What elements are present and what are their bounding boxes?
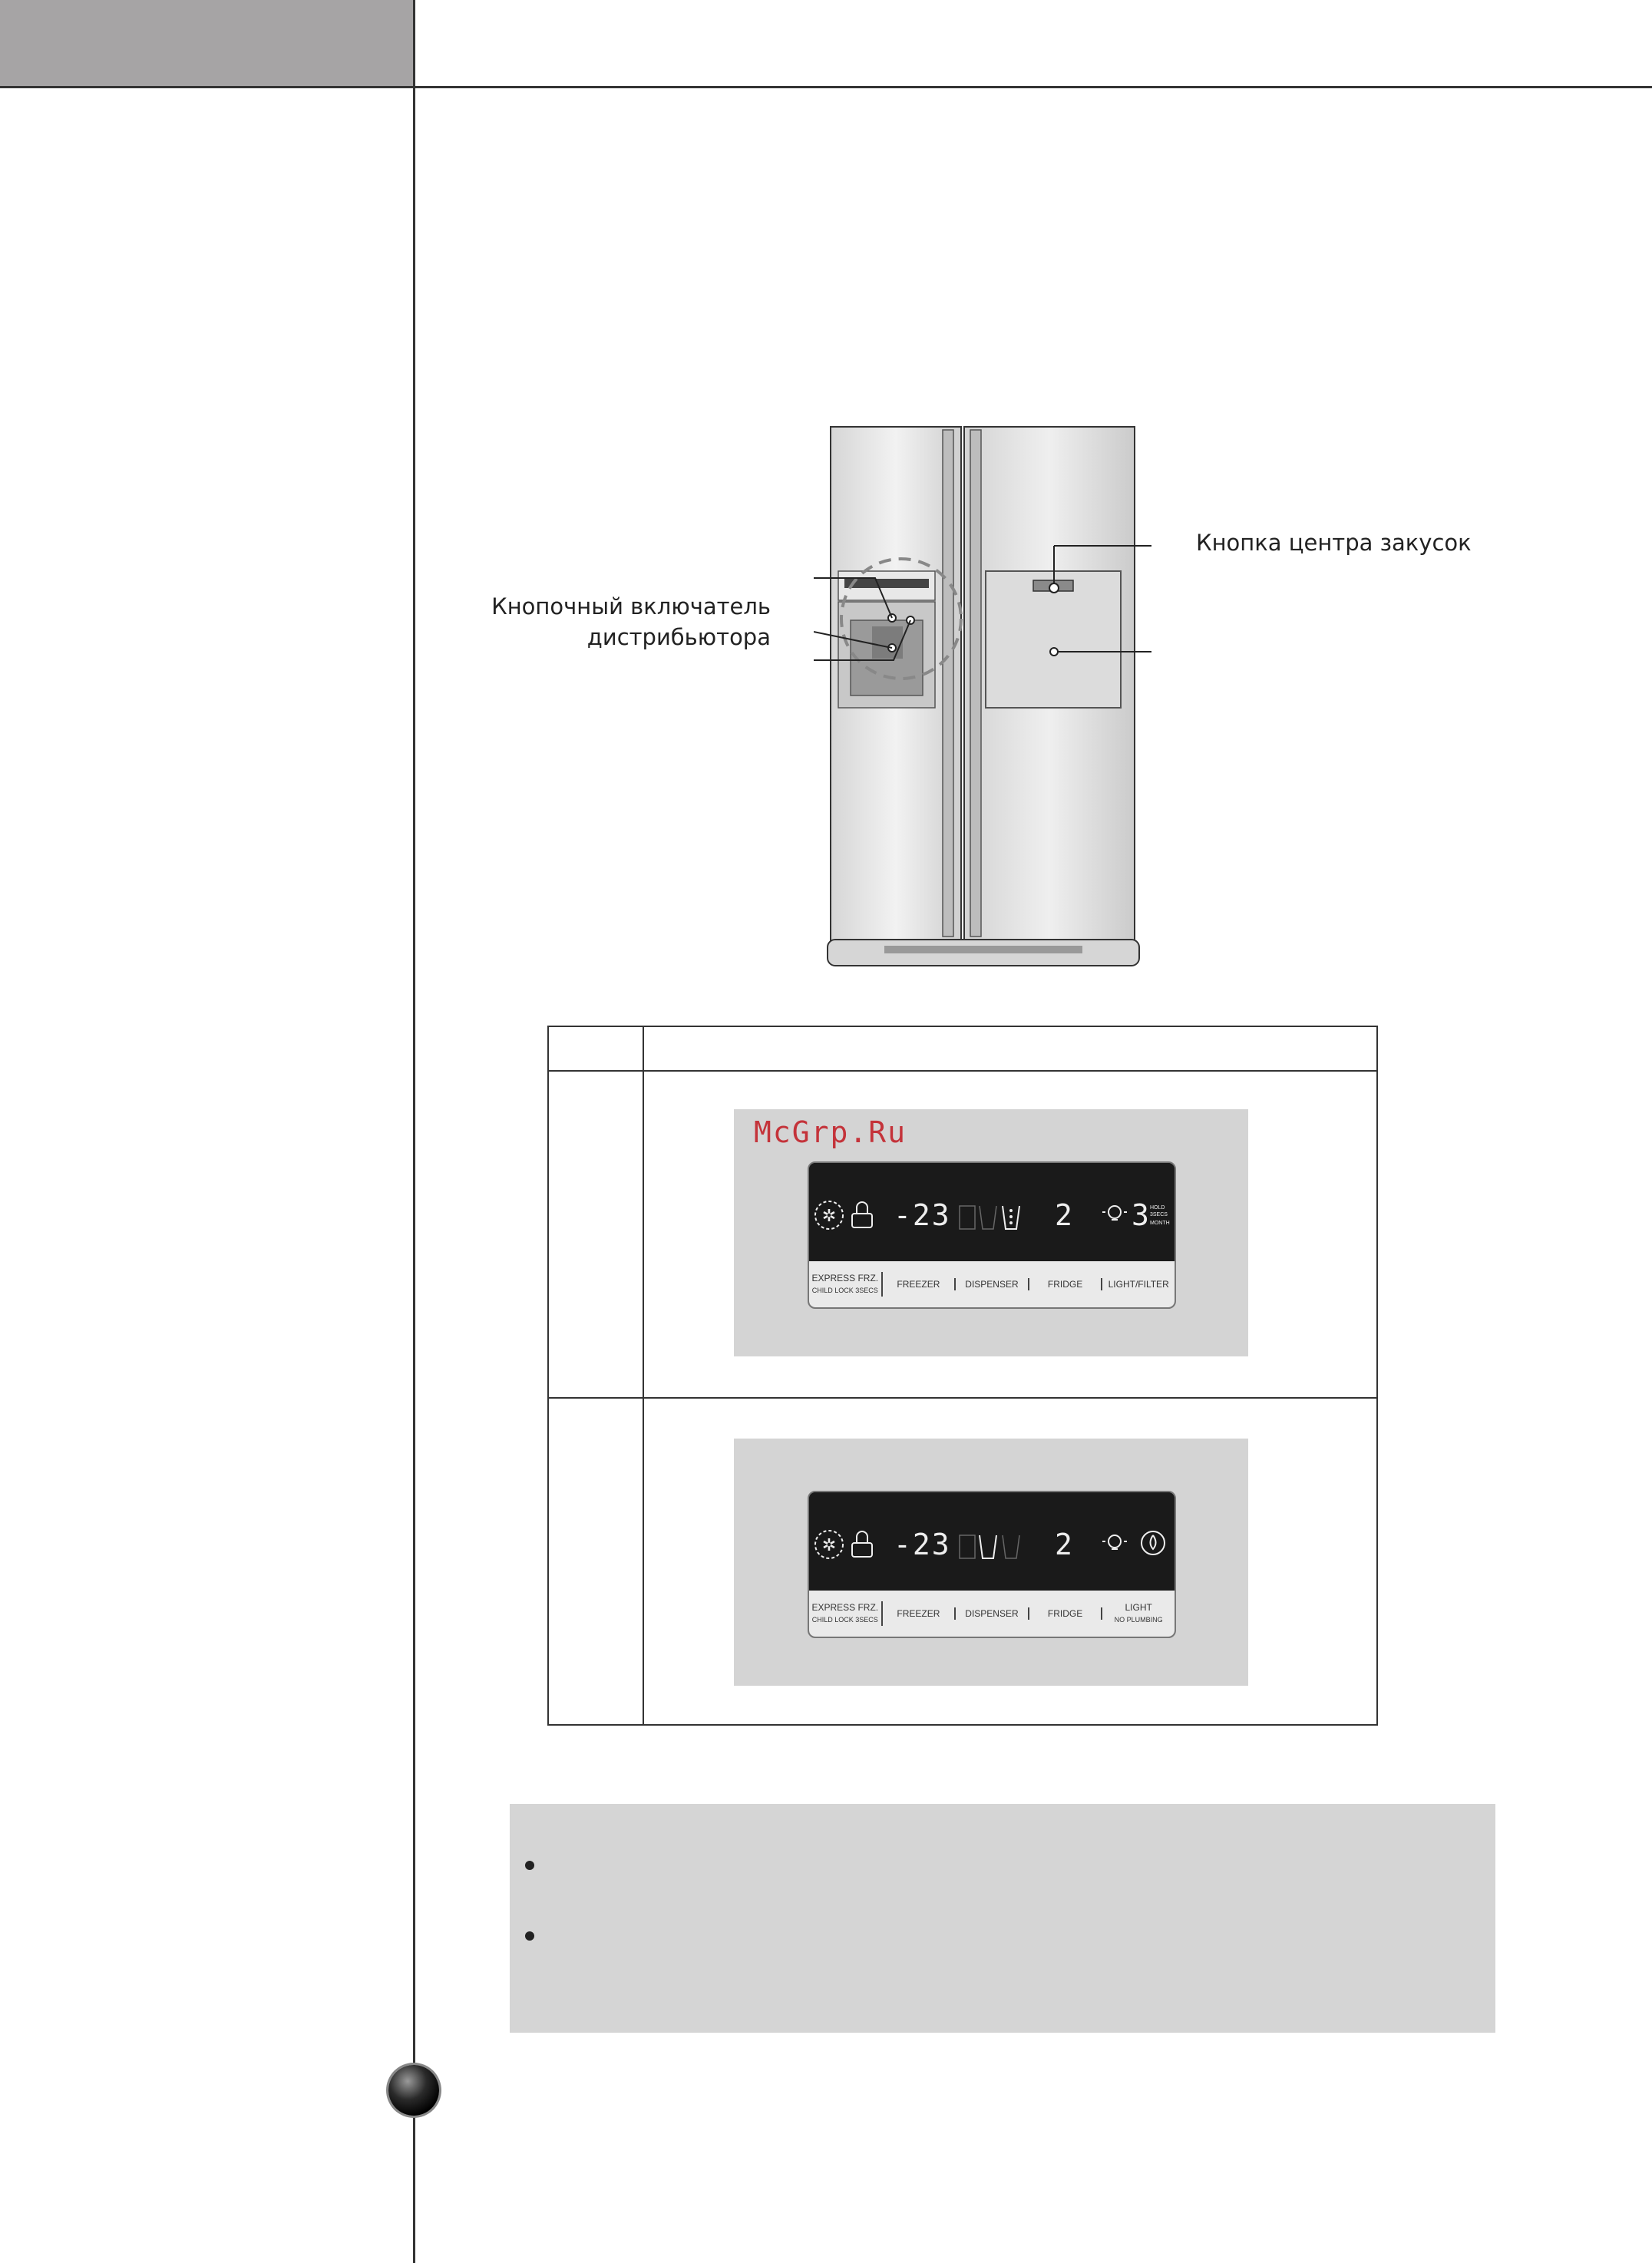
header-tab bbox=[0, 0, 415, 86]
filter-label-3secs: 3SECS bbox=[1150, 1212, 1168, 1217]
lcd-buttons-b bbox=[809, 1591, 1175, 1637]
refrigerator-illustration bbox=[814, 421, 1151, 981]
express-frz-button[interactable]: EXPRESS FRZ. CHILD LOCK 3SECS bbox=[809, 1272, 883, 1297]
lcd-icons-b bbox=[809, 1492, 1175, 1591]
dispenser-switch-label-1: Кнопочный включатель bbox=[491, 593, 771, 619]
table-row-divider bbox=[547, 1397, 1378, 1399]
filter-months-display: 3 bbox=[1132, 1198, 1149, 1232]
watermark: McGrp.Ru bbox=[754, 1115, 907, 1149]
light-no-plumbing-button[interactable]: LIGHT NO PLUMBING bbox=[1114, 1602, 1163, 1624]
bullet-icon bbox=[525, 1931, 534, 1941]
express-frz-button[interactable]: EXPRESS FRZ. CHILD LOCK 3SECS bbox=[809, 1601, 883, 1626]
light-filter-button[interactable]: LIGHT/FILTER bbox=[1108, 1279, 1169, 1290]
freezer-button[interactable]: FREEZER bbox=[883, 1278, 957, 1290]
control-panel-a bbox=[734, 1109, 1248, 1356]
lcd-display-a bbox=[808, 1161, 1176, 1309]
fridge-button[interactable]: FRIDGE bbox=[1029, 1607, 1103, 1620]
fridge-button[interactable]: FRIDGE bbox=[1029, 1278, 1103, 1290]
note-box bbox=[510, 1804, 1495, 2033]
freezer-temp-display: -23 bbox=[894, 1528, 951, 1561]
fridge-temp-display: 2 bbox=[1055, 1528, 1072, 1561]
dispenser-switch-label-2: дистрибьютора bbox=[586, 624, 771, 650]
header-rule bbox=[0, 86, 1652, 88]
dispenser-button[interactable]: DISPENSER bbox=[956, 1278, 1029, 1290]
filter-label-hold: HOLD bbox=[1150, 1205, 1165, 1211]
table-header-divider bbox=[547, 1070, 1378, 1072]
svg-text:✲: ✲ bbox=[821, 1536, 837, 1555]
lcd-display-b bbox=[808, 1491, 1176, 1638]
dispenser-switch-callout bbox=[476, 591, 771, 652]
freezer-temp-display: -23 bbox=[894, 1198, 951, 1232]
bullet-icon bbox=[525, 1861, 534, 1870]
dispenser-button[interactable]: DISPENSER bbox=[956, 1607, 1029, 1620]
lcd-buttons-a bbox=[809, 1261, 1175, 1307]
snack-center-callout: Кнопка центра закусок bbox=[1196, 530, 1472, 556]
margin-rule bbox=[413, 0, 415, 2263]
svg-text:✲: ✲ bbox=[821, 1207, 837, 1226]
table-column-divider bbox=[643, 1026, 644, 1726]
control-panel-b bbox=[734, 1439, 1248, 1686]
lcd-icons-a bbox=[809, 1163, 1175, 1261]
page-number-badge bbox=[388, 2065, 439, 2116]
filter-label-month: MONTH bbox=[1150, 1221, 1170, 1226]
freezer-button[interactable]: FREEZER bbox=[883, 1607, 957, 1620]
fridge-temp-display: 2 bbox=[1055, 1198, 1072, 1232]
